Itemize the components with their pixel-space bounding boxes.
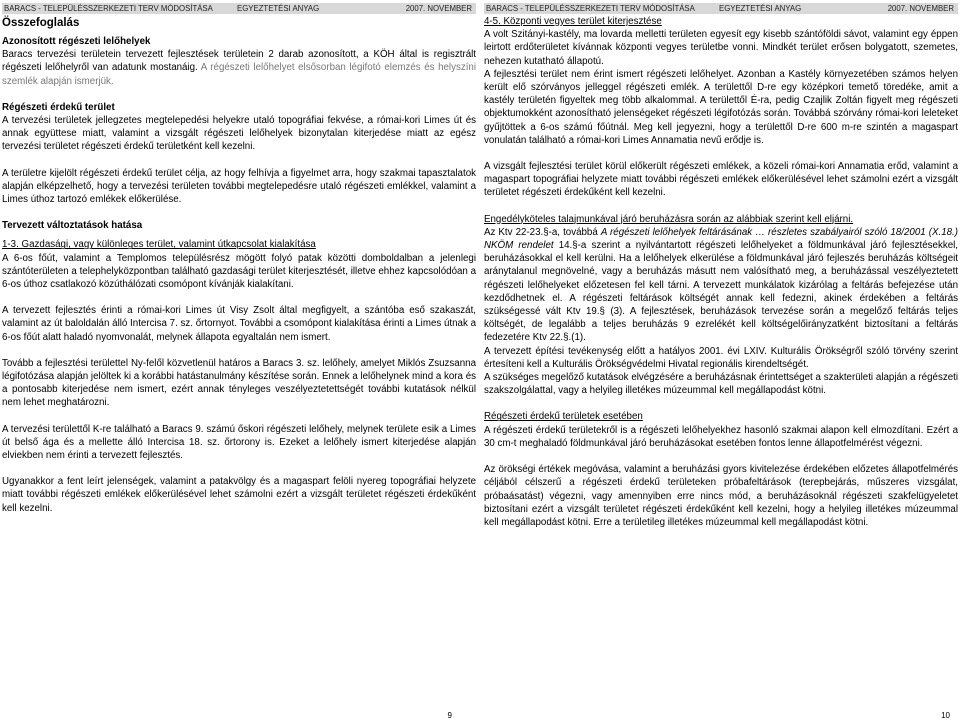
paragraph: A régészeti érdekű területekről is a régészeti lelőhelyekhez hasonló szakmai alapon kell elmozdítani. Ezért a 30 cm-t meghaladó földmunkával járó beruházásokat esetében fontos lenne állapotfelmérést végezni. [484,424,958,449]
page-header [484,3,958,14]
header-title: BARACS - TELEPÜLÉSSZERKEZETI TERV MÓDOSÍTÁSA [4,4,213,13]
header-date: 2007. NOVEMBER [887,4,954,13]
paragraph: A tervezett fejlesztés érinti a római-kori Limes út Visy Zsolt által megfigyelt, a szántóba eső szakaszát, valamint az út baloldalán álló Intercisa 7. sz. őrtornyot. További a csomópont kialakítása érinti a Limes útnak a 6-os főút alatt haladó nyomvonalát, melynek állapota egyaltalán nem ismert. [2,305,476,343]
header-status: EGYEZTETÉSI ANYAG [719,4,802,13]
page-right [482,0,960,721]
heading-permit: Engedélyköteles talajmunkával járó beruházásra során az alábbiak szerint kell eljárni. [484,213,854,225]
page-header [2,3,476,14]
paragraph: A 6-os főút, valamint a Templomos településrész mögött folyó patak közötti domboldalban a jelenlegi szántóterületen a telephelyközpontban található gazdasági terület kiterjesztését, illetve ehhez kapcsolódóan a 6-os úthoz csatlakozó közúthálózati csomópont kívánják kialakítani. [2,252,476,291]
heading-archaeological-area: Régészeti érdekű terület [2,101,115,113]
paragraph: A területre kijelölt régészeti érdekű terület célja, az hogy felhívja a figyelmet arra, hogy szakmai tapasztalatok alapján elképzelhető, hogy a tervezési területen további megtelepedésre utaló régészeti emlékkel, valamint a Limes úthoz tartozó emlékek előkerülése. [2,167,476,206]
page-number: 10 [941,711,950,720]
heading-sites: Azonosított régészeti lelőhelyek [2,36,151,47]
paragraph: A fejlesztési terület nem érint ismert régészeti lelőhelyet. Azonban a Kastély környezetében számos helyen került elő szórványos jelleggel régészeti emlék. A területtől D-re egy középkori temető töredéke, amit a kastély területén figyeltek meg több alkalommal. A területtől É-ra, pedig Czajlik Zoltán figyelt meg régészeti objektumokként azonosítható jelenségeket régészeti légifotózás során. Továbbá szórvány római-kori leleteket gyűjtöttek a 6-os számú főútnál. Meg kell jegyezni, hogy a területtől D-re 600 m-re szintén a magaspart vonulatán található a római-kori Limes Annamatia nevű erődje is. [484,68,958,146]
paragraph: Ugyanakkor a fent leírt jelenségek, valamint a patakvölgy és a magaspart felöli nyereg topográfiai helyzete miatt további régészeti emlékek előkerülésével lehet számolni ezért a vizsgált területet régészeti érdekűként kell kezelni. [2,476,476,514]
summary-title: Összefoglalás [2,17,80,29]
paragraph: Tovább a fejlesztési területtel Ny-felől közvetlenül határos a Baracs 3. sz. lelőhely, amelyet Miklós Zsuzsanna légifotózása alapján jelöltek ki a korábbi hatástanulmány készítése során. Ennek a lelőhelynek mind a kora és a pontosabb kiterjedése nem ismert, ezért annak tényleges veszélyeztetettségét további kutatások nélkül nem lehet meghatározni. [2,357,476,409]
paragraph: A volt Szitányi-kastély, ma lovarda melletti területen egyesít egy kisebb szántóföldi sávot, valamint egy éppen leirtott erdőterületet kívánnak központi vegyes területbe vonni. Mindkét terület erősen bolygatott, szemetes, nehezen kutatható állapotú. [484,29,958,67]
paragraph: A tervezési területtől K-re található a Baracs 9. számú őskori régészeti lelőhely, melynek területe esik a Limes út belső ága és a mellette álló Intercisa 18. sz. őrtorony is. Ezeket a lelőhely ismert kiterjedése alapján elviekben nem érinti a tervezett fejlesztés. [2,423,476,462]
header-title: BARACS - TELEPÜLÉSSZERKEZETI TERV MÓDOSÍTÁSA [486,4,695,13]
paragraph: Az Ktv 22-23.§-a, továbbá A régészeti lelőhelyek feltárásának … részletes szabályairól szóló 18/2001 (X.18.) NKÖM rendelet 14.§-a szerint a nyilvántartott régészeti lelőhelyeket a földmunkával járó fejlesztésekkel, beruházásokkal el kell kerülni. Ha a lelőhelyek elkerülése a földmunkával járó fejleszés beruházás költségeit aránytalanul megnövelné, vagy a beruházás másutt nem valósítható meg, a beruházással veszélyeztetett régészeti lelőhelyeket előzetesen fel kell tárni. A tervezett munkálatok kizárólag a feltárás befejezése után kezdődhetnek el. A régészeti feltárások költségét annak kell fedezni, akinek érdekében a feltárás szükségessé vált Ktv 19.§ (3). A fejlesztések, beruházások tervezése során a megelőző feltárás teljes költségét, de legalább a teljes beruházás 9 ezrelékét kell költségelőirányzatként biztosítani a feltárás fedezetére Ktv 22.§.(1). [484,226,958,344]
paragraph: A vizsgált fejlesztési terület körül előkerült régészeti emlékek, a közeli római-kori Annamatia erőd, valamint a magaspart topográfiai helyzete miatt további régészeti emlékek előkerülésével lehet számolni ezért a vizsgált területet régészeti érdekűként kell kezelni. [484,161,958,199]
page-content [484,15,958,529]
paragraph: A tervezett építési tevékenység előtt a hatályos 2001. évi LXIV. Kulturális Örökségről szóló törvény szerint értesíteni kell a Kulturális Örökségvédelmi Hivatal regionális kirendeltségét. [484,345,958,370]
item-heading-4-5: 4-5. Központi vegyes terület kiterjesztése [484,16,662,27]
heading-interest-areas: Régészeti érdekű területek esetében [484,411,643,423]
paragraph: A tervezési területek jellegzetes megtelepedési helyekre utaló topográfiai fekvése, a római-kori Limes út és annak együttese miatt, valamint a vizsgált régészeti lelőhelyek bizonytalan kiterjedése miatt az egész tervezési területet régészeti érdekű területként kell kezelni. [2,115,476,153]
paragraph: Baracs tervezési területein tervezett fejlesztések területein 2 darab azonosított, a KÖH által is regisztrált régészeti lelőhelyről van adatunk mostanáig. A régészeti lelőhelyet elsősorban légifotó elemzés és helyszíni szemlék alapján ismerjük. [2,49,477,87]
paragraph: Az örökségi értékek megóvása, valamint a beruházási gyors kivitelezése érdekében előzetes állapotfelmérés céljából célszerű a régészeti érdekű területeken próbafeltárások (terepbejárás, műszeres vizsgálat, próbaásatást) végezni, vagy amennyiben erre nincs mód, a beruházásoknál régészeti szakfelügyeletet biztosítani ezért a vizsgált területet régészeti érdekűként kell kezelni, hogy a helyileg illetékes múzeummal kell megállapodást kötni. Erre a területileg illetékes múzeummal kell megállapodást kötni. [484,464,958,528]
page-content [2,15,476,515]
item-heading-1-3: 1-3. Gazdasági, vagy különleges terület, valamint útkapcsolat kialakítása [2,239,316,251]
paragraph: A szükséges megelőző kutatások elvégzésére a beruházásnak érintettséget a szakterületi alapján a régészeti szakszolgálattal, vagy a helyileg illetékes múzeummal kell megállapodást kötni. [484,372,958,397]
heading-planned-changes: Tervezett változtatások hatása [2,220,143,232]
header-status: EGYEZTETÉSI ANYAG [237,4,320,13]
header-date: 2007. NOVEMBER [405,4,472,13]
page-left [0,0,478,721]
page-number: 9 [447,711,452,720]
